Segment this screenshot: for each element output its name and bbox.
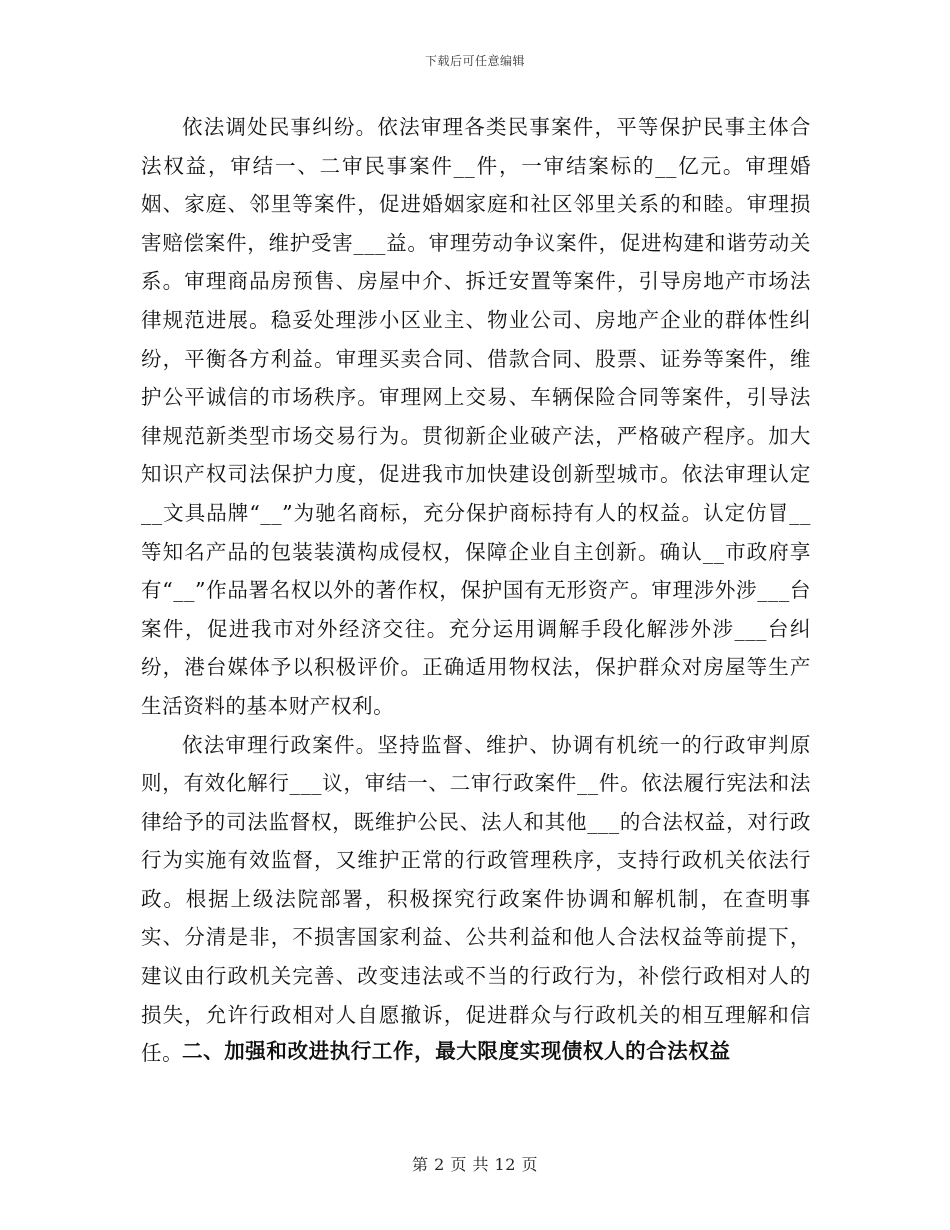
paragraph-administrative-cases: 依法审理行政案件。坚持监督、维护、协调有机统一的行政审判原则，有效化解行___议，审结一、二审行政案件__件。依法履行宪法和法律给予的司法监督权，既维护公民、法人和其他___的合法权益，对行政行为实施有效监督，又维护正常的行政管理秩序，支持行政机关依法行政。根据上级法院部署，积极探究行政案件协调和解机制，在查明事实、分清是非，不损害国家利益、公共利益和他人合法权益等前提下，建议由行政机关完善、改变违法或不当的行政行为，补偿行政相对人的损失，允许行政相对人自愿撤诉，促进群众与行政机关的相互理解和信任。 — [141, 732, 811, 1066]
page-number: 第 2 页 共 12 页 — [412, 1155, 538, 1174]
section-heading: 二、加强和改进执行工作，最大限度实现债权人的合法权益 — [182, 1039, 731, 1063]
document-body — [141, 108, 811, 1073]
paragraph-civil-disputes: 依法调处民事纠纷。依法审理各类民事案件，平等保护民事主体合法权益，审结一、二审民事案件__件，一审结案标的__亿元。审理婚姻、家庭、邻里等案件，促进婚姻家庭和社区邻里关系的和睦。审理损害赔偿案件，维护受害___益。审理劳动争议案件，促进构建和谐劳动关系。审理商品房预售、房屋中介、拆迁安置等案件，引导房地产市场法律规范进展。稳妥处理涉小区业主、物业公司、房地产企业的群体性纠纷，平衡各方利益。审理买卖合同、借款合同、股票、证券等案件，维护公平诚信的市场秩序。审理网上交易、车辆保险合同等案件，引导法律规范新类型市场交易行为。贯彻新企业破产法，严格破产程序。加大知识产权司法保护力度，促进我市加快建设创新型城市。依法审理认定__文具品牌“__”为驰名商标，充分保护商标持有人的权益。认定仿冒__等知名产品的包装装潢构成侵权，保障企业自主创新。确认__市政府享有“__”作品署名权以外的著作权，保护国有无形资产。审理涉外涉___台案件，促进我市对外经济交往。充分运用调解手段化解涉外涉___台纠纷，港台媒体予以积极评价。正确适用物权法，保护群众对房屋等生产生活资料的基本财产权利。 — [141, 115, 811, 718]
page-header: 下载后可任意编辑 — [424, 54, 525, 68]
